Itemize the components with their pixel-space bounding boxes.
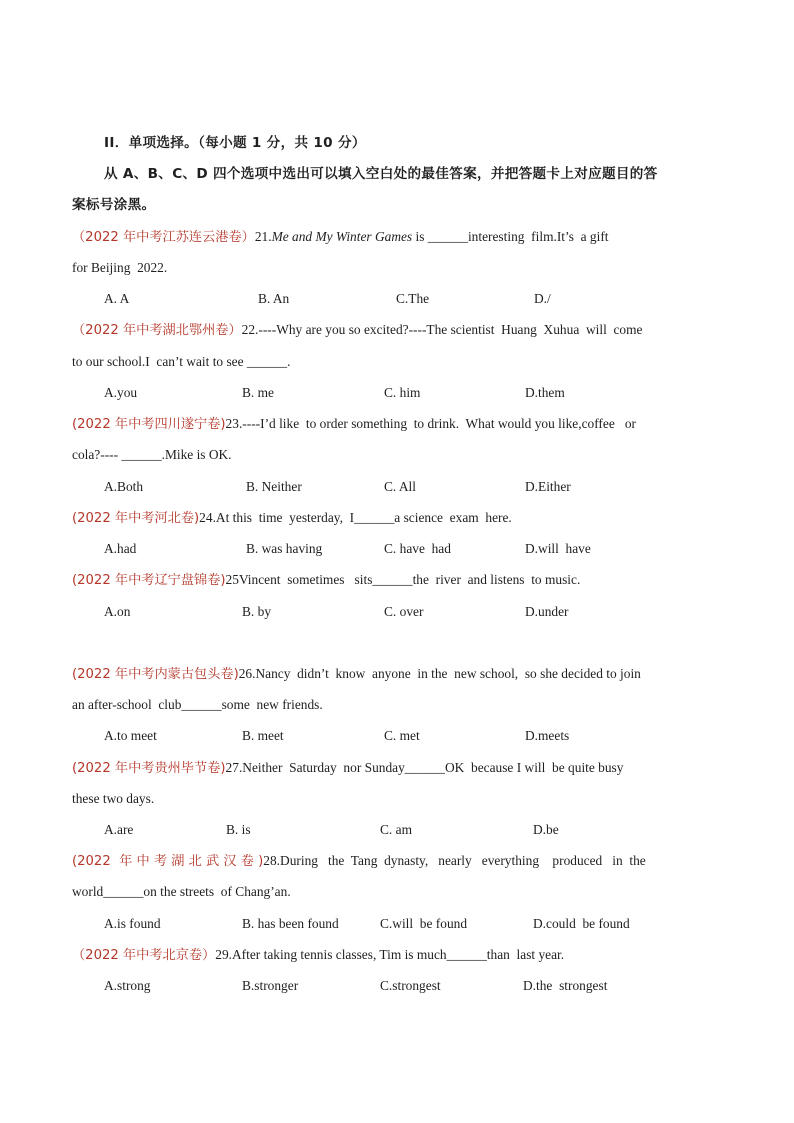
option-d: D.will have (525, 541, 591, 556)
option-a: A.Both (104, 479, 144, 494)
question-text: 27.Neither Saturday nor Sunday______OK because I will be quite busy (225, 760, 624, 775)
option-a: A.to meet (104, 728, 157, 743)
question-29-line-1 (72, 946, 564, 965)
option-d: D.be (533, 822, 559, 837)
question-source: (2022 年 中 考 湖 北 武 汉 卷 ) (72, 854, 264, 869)
option-a: A.is found (104, 916, 161, 931)
question-source: (2022 年中考四川遂宁卷) (72, 417, 226, 432)
question-21-line-1 (72, 228, 609, 247)
question-number: 21. (254, 229, 272, 244)
question-source: (2022 年中考河北卷) (72, 511, 200, 526)
question-source: (2022 年中考内蒙古包头卷) (72, 667, 239, 682)
option-b: B. An (258, 291, 290, 306)
option-b: B. was having (246, 541, 323, 556)
option-a: A.are (104, 822, 134, 837)
question-24-line-1 (72, 509, 512, 528)
question-text: 28.During the Tang dynasty, nearly everything produced in the (263, 853, 646, 868)
option-d: D.could be found (533, 916, 630, 931)
option-d: D.the strongest (523, 978, 608, 993)
question-text: 24.At this time yesterday, I______a science exam here. (199, 510, 512, 525)
question-25-line-1 (72, 571, 580, 590)
question-text: is ______interesting film.It’s a gift (412, 229, 609, 244)
option-a: A.had (104, 541, 137, 556)
option-d: D./ (534, 291, 551, 306)
option-b: B. by (242, 604, 272, 619)
instruction-line-2: 案标号涂黑。 (72, 197, 156, 213)
question-28-line-1 (72, 852, 646, 871)
question-source: （2022 年中考湖北鄂州卷） (72, 323, 242, 338)
option-c: C. met (384, 728, 420, 743)
option-d: D.under (525, 604, 569, 619)
instruction-line-1: 从 A、B、C、D 四个选项中选出可以填入空白处的最佳答案，并把答题卡上对应题目的答 (104, 166, 658, 182)
option-c: C. over (384, 604, 424, 619)
option-d: D.them (525, 385, 565, 400)
question-text: 25Vincent sometimes sits______the river and listens to music. (225, 572, 581, 587)
question-text: 26.Nancy didn’t know anyone in the new school, so she decided to join (238, 666, 641, 681)
question-source: （2022 年中考江苏连云港卷） (72, 230, 255, 245)
question-26-line-1 (72, 665, 641, 684)
question-22-line-2: to our school.I can’t wait to see ______. (72, 354, 291, 369)
question-text: 23.----I’d like to order something to drink. What would you like,coffee or (225, 416, 636, 431)
option-d: D.Either (525, 479, 571, 494)
question-source: (2022 年中考辽宁盘锦卷) (72, 573, 226, 588)
option-c: C. have had (384, 541, 451, 556)
question-28-line-2: world______on the streets of Chang’an. (72, 884, 291, 899)
option-b: B. meet (242, 728, 284, 743)
film-title: Me and My Winter Games (271, 229, 413, 244)
question-23-line-2: cola?---- ______.Mike is OK. (72, 447, 232, 462)
question-27-line-2: these two days. (72, 791, 155, 806)
option-b: B. is (226, 822, 251, 837)
question-23-line-1 (72, 415, 636, 434)
option-c: C.The (396, 291, 430, 306)
option-d: D.meets (525, 728, 570, 743)
question-27-line-1 (72, 759, 623, 778)
option-a: A.strong (104, 978, 151, 993)
question-26-line-2: an after-school club______some new friends. (72, 697, 323, 712)
option-b: B. has been found (242, 916, 339, 931)
option-a: A.you (104, 385, 138, 400)
option-a: A. A (104, 291, 130, 306)
question-source: （2022 年中考北京卷） (72, 948, 216, 963)
question-source: (2022 年中考贵州毕节卷) (72, 761, 226, 776)
option-c: C.will be found (380, 916, 468, 931)
question-22-line-1 (72, 321, 642, 340)
option-a: A.on (104, 604, 131, 619)
option-b: B.stronger (242, 978, 299, 993)
option-b: B. me (242, 385, 274, 400)
option-c: C.strongest (380, 978, 441, 993)
option-c: C. am (380, 822, 412, 837)
section-title: II．单项选择。（每小题 1 分，共 10 分） (104, 135, 366, 151)
option-c: C. him (384, 385, 421, 400)
question-text: 22.----Why are you so excited?----The scientist Huang Xuhua will come (241, 322, 643, 337)
option-b: B. Neither (246, 479, 302, 494)
option-c: C. All (384, 479, 416, 494)
question-21-line-2: for Beijing 2022. (72, 260, 168, 275)
question-text: 29.After taking tennis classes, Tim is much______than last year. (215, 947, 565, 962)
